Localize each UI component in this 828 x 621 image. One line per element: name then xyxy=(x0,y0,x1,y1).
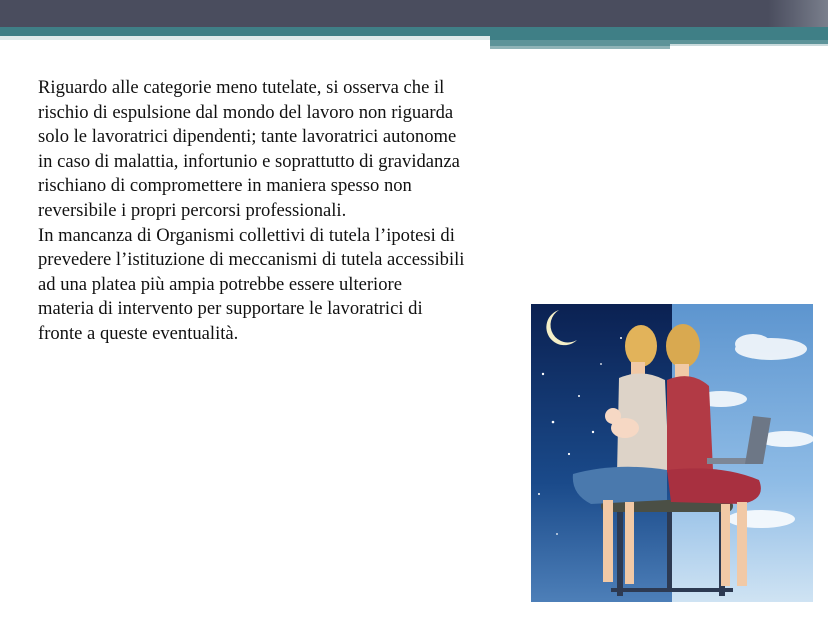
header-band-dark xyxy=(0,0,828,27)
header-band-light xyxy=(0,36,490,40)
illustration-working-mother xyxy=(531,304,813,602)
header-accent-line-2 xyxy=(670,44,828,46)
paragraph-1: Riguardo alle categorie meno tutelate, si osserva che il rischio di espulsione dal mondo del lavoro non riguarda solo le lavoratrici dipendenti; tante lavoratrici autonome in caso di malattia, infortunio e soprattutto di gravidanza rischiano di compromettere in maniera spesso non reversibile i propri percorsi professionali. xyxy=(38,77,460,221)
paragraph-2: In mancanza di Organismi collettivi di tutela l’ipotesi di prevedere l’istituzione di meccanismi di tutela accessibili ad una platea più ampia potrebbe essere ulteriore materia di intervento per supportare le lavoratrici di fronte a queste eventualità. xyxy=(38,224,465,344)
slide-body-text xyxy=(38,76,578,347)
header-band-gradient xyxy=(768,0,828,27)
header-accent-line xyxy=(490,46,670,49)
